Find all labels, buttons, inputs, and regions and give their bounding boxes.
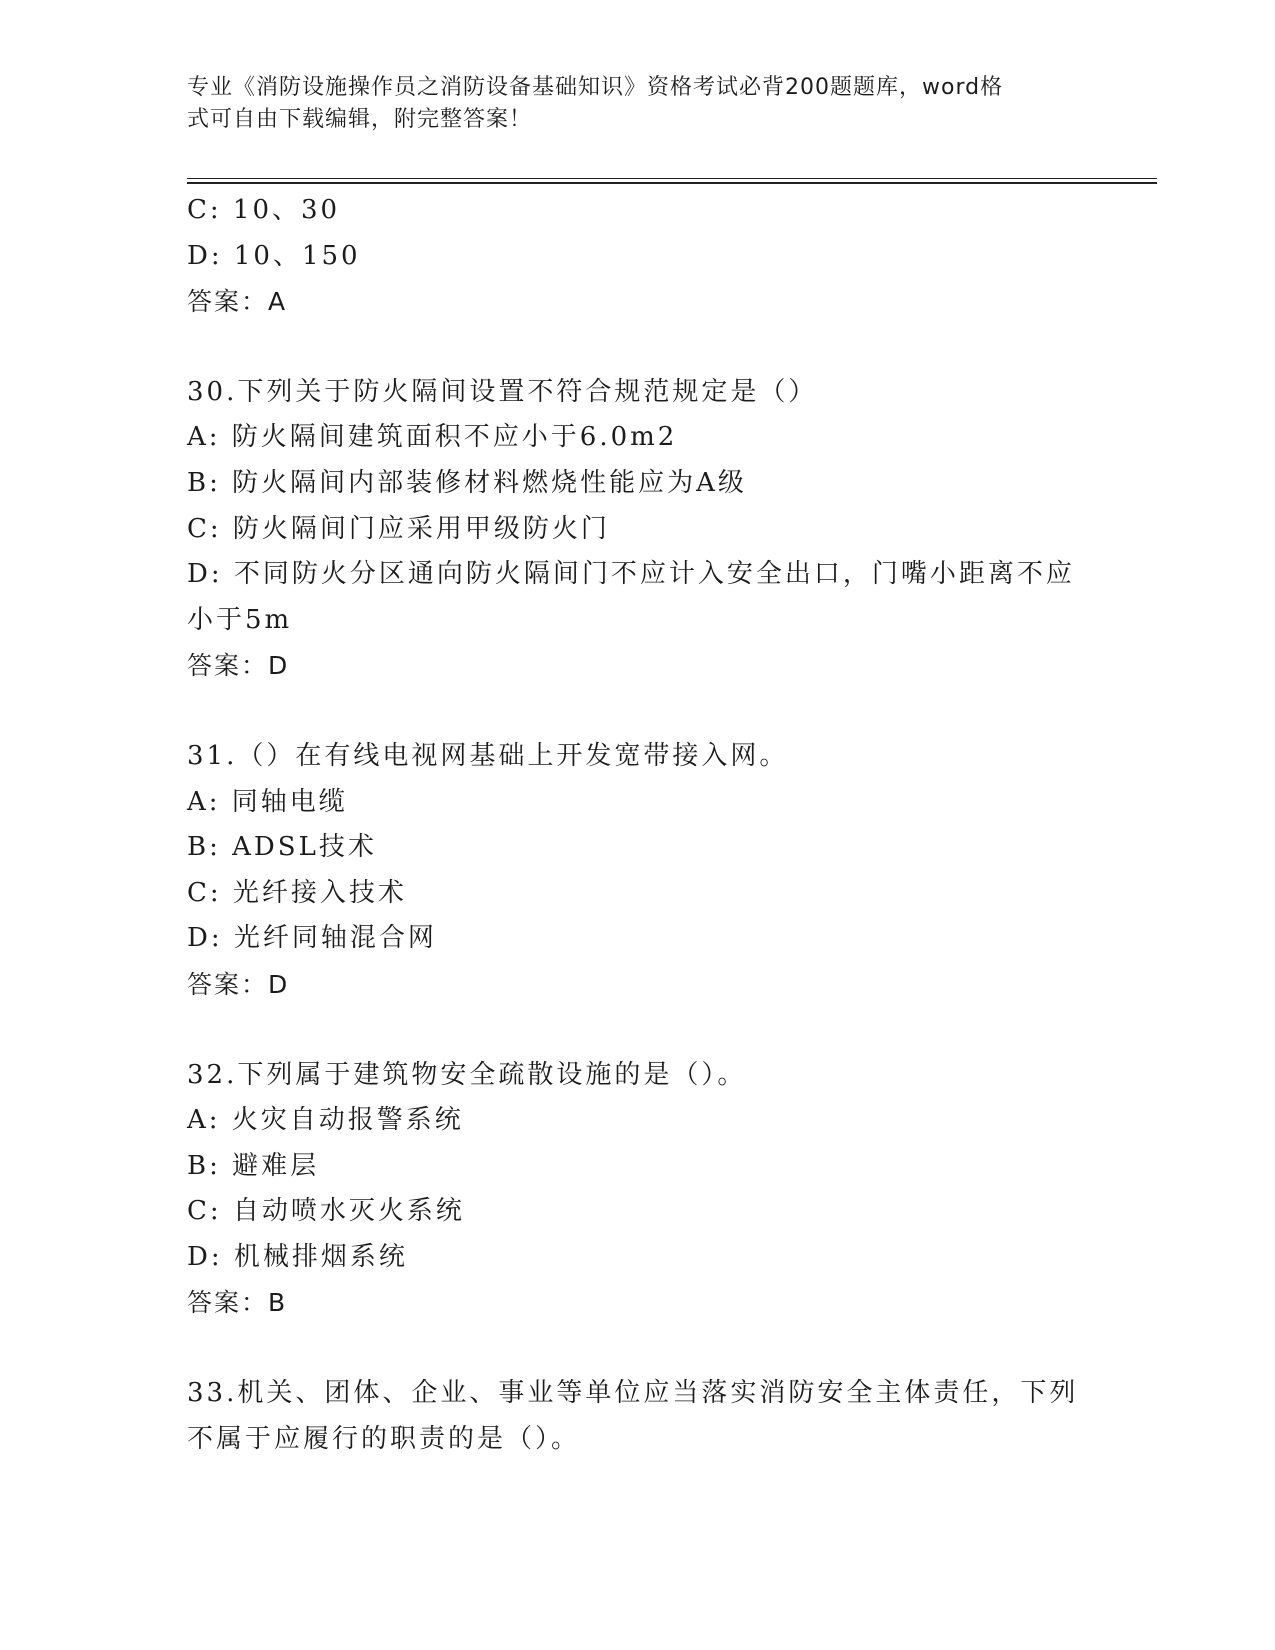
header-line: 式可自由下载编辑，附完整答案！ bbox=[187, 107, 533, 132]
answer-line: 答案：B bbox=[187, 1288, 288, 1318]
option-a: A: 防火隔间建筑面积不应小于6.0m2 bbox=[187, 422, 678, 453]
question-stem: 30.下列关于防火隔间设置不符合规范规定是（） bbox=[187, 376, 818, 407]
document-header bbox=[187, 72, 1067, 136]
answer-line: 答案：D bbox=[187, 651, 290, 681]
question-block-33 bbox=[187, 1371, 1087, 1462]
option-a: A: 火灾自动报警系统 bbox=[187, 1105, 464, 1136]
option-d: D: 光纤同轴混合网 bbox=[187, 923, 437, 954]
question-list bbox=[187, 188, 1087, 1462]
question-stem: 32.下列属于建筑物安全疏散设施的是（）。 bbox=[187, 1059, 747, 1090]
header-divider bbox=[187, 182, 1157, 184]
question-block-30 bbox=[187, 370, 1087, 689]
answer-line: 答案：D bbox=[187, 969, 290, 999]
option-a: A: 同轴电缆 bbox=[187, 786, 348, 817]
option-d: D: 不同防火分区通向防火隔间门不应计入安全出口，门嘴小距离不应 bbox=[187, 559, 1075, 590]
option-d: D: 机械排烟系统 bbox=[187, 1241, 408, 1272]
option-c: C: 光纤接入技术 bbox=[187, 877, 407, 908]
question-stem: 33.机关、团体、企业、事业等单位应当落实消防安全主体责任，下列 bbox=[187, 1378, 1079, 1409]
question-stem-continued: 不属于应履行的职责的是（）。 bbox=[187, 1423, 581, 1454]
option-d: D: 10、150 bbox=[187, 240, 361, 271]
option-c: C: 自动喷水灭火系统 bbox=[187, 1196, 465, 1227]
option-b: B: ADSL技术 bbox=[187, 832, 377, 863]
header-line: 专业《消防设施操作员之消防设备基础知识》资格考试必背200题题库，word格 bbox=[187, 75, 1004, 100]
question-block-32 bbox=[187, 1053, 1087, 1327]
option-d-continued: 小于5m bbox=[187, 604, 293, 635]
option-b: B: 防火隔间内部装修材料燃烧性能应为A级 bbox=[187, 467, 747, 498]
question-stem: 31.（）在有线电视网基础上开发宽带接入网。 bbox=[187, 740, 789, 771]
question-block-29 bbox=[187, 188, 1087, 325]
option-b: B: 避难层 bbox=[187, 1150, 320, 1181]
header-divider bbox=[187, 178, 1157, 179]
question-block-31 bbox=[187, 734, 1087, 1008]
option-c: C: 10、30 bbox=[187, 195, 341, 225]
option-c: C: 防火隔间门应采用甲级防火门 bbox=[187, 513, 610, 544]
answer-line: 答案：A bbox=[187, 287, 288, 317]
